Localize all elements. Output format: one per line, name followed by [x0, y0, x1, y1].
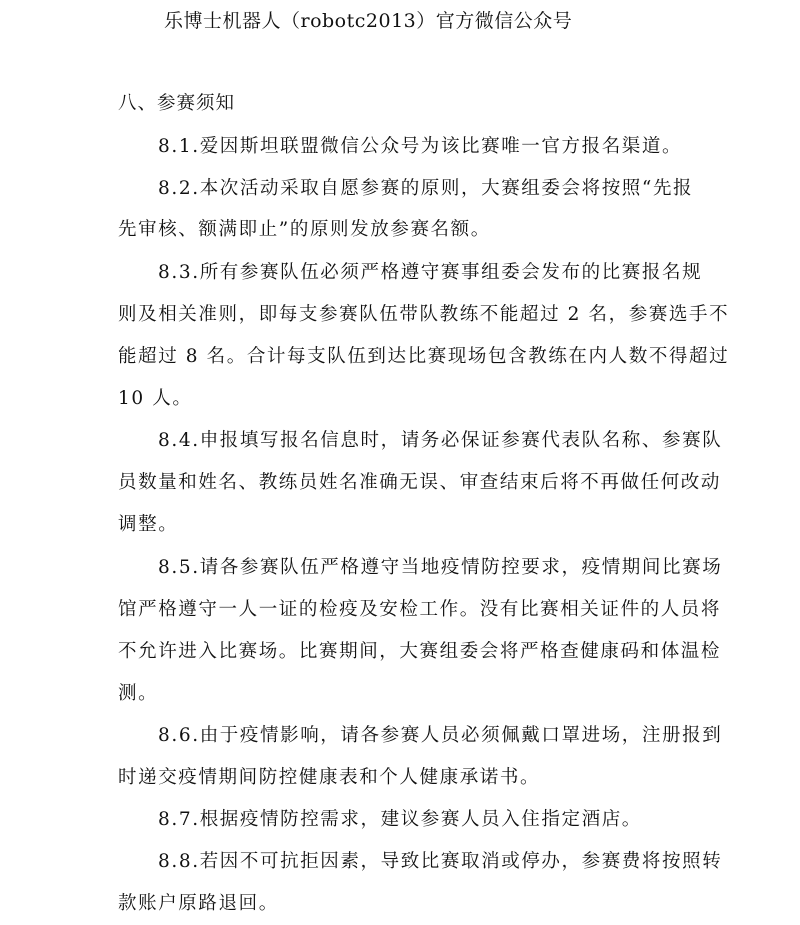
paragraph-8-2-line-1: 8.2.本次活动采取自愿参赛的原则，大赛组委会将按照“先报: [158, 178, 694, 199]
paragraph-8-2-line-2: 先审核、额满即止”的原则发放参赛名额。: [118, 219, 491, 240]
paragraph-8-5-line-4: 测。: [118, 683, 159, 704]
paragraph-8-6-line-1: 8.6.由于疫情影响，请各参赛人员必须佩戴口罩进场，注册报到: [158, 725, 723, 746]
paragraph-8-4-line-3: 调整。: [118, 514, 179, 535]
paragraph-8-3-line-4: 10 人。: [118, 388, 193, 409]
paragraph-8-5-line-3: 不允许进入比赛场。比赛期间，大赛组委会将严格查健康码和体温检: [118, 641, 722, 662]
paragraph-8-3-line-1: 8.3.所有参赛队伍必须严格遵守赛事组委会发布的比赛报名规: [158, 262, 703, 283]
paragraph-8-8-line-2: 款账户原路退回。: [118, 893, 279, 914]
paragraph-8-5-line-2: 馆严格遵守一人一证的检疫及安检工作。没有比赛相关证件的人员将: [118, 599, 722, 620]
paragraph-8-5-line-1: 8.5.请各参赛队伍严格遵守当地疫情防控要求，疫情期间比赛场: [158, 557, 723, 578]
paragraph-8-3-line-2: 则及相关准则，即每支参赛队伍带队教练不能超过 2 名，参赛选手不: [118, 304, 730, 325]
paragraph-8-3-line-3: 能超过 8 名。合计每支队伍到达比赛现场包含教练在内人数不得超过: [118, 346, 730, 367]
paragraph-8-1-line-1: 8.1.爱因斯坦联盟微信公众号为该比赛唯一官方报名渠道。: [158, 136, 683, 157]
paragraph-8-8-line-1: 8.8.若因不可抗拒因素，导致比赛取消或停办，参赛费将按照转: [158, 851, 723, 872]
paragraph-8-6-line-2: 时递交疫情期间防控健康表和个人健康承诺书。: [118, 767, 541, 788]
paragraph-8-4-line-2: 员数量和姓名、教练员姓名准确无误、审查结束后将不再做任何改动: [118, 472, 722, 493]
page-header: 乐博士机器人（robotc2013）官方微信公众号: [164, 10, 573, 32]
section-title: 八、参赛须知: [118, 93, 236, 114]
paragraph-8-7-line-1: 8.7.根据疫情防控需求，建议参赛人员入住指定酒店。: [158, 809, 642, 830]
paragraph-8-4-line-1: 8.4.申报填写报名信息时，请务必保证参赛代表队名称、参赛队: [158, 430, 723, 451]
